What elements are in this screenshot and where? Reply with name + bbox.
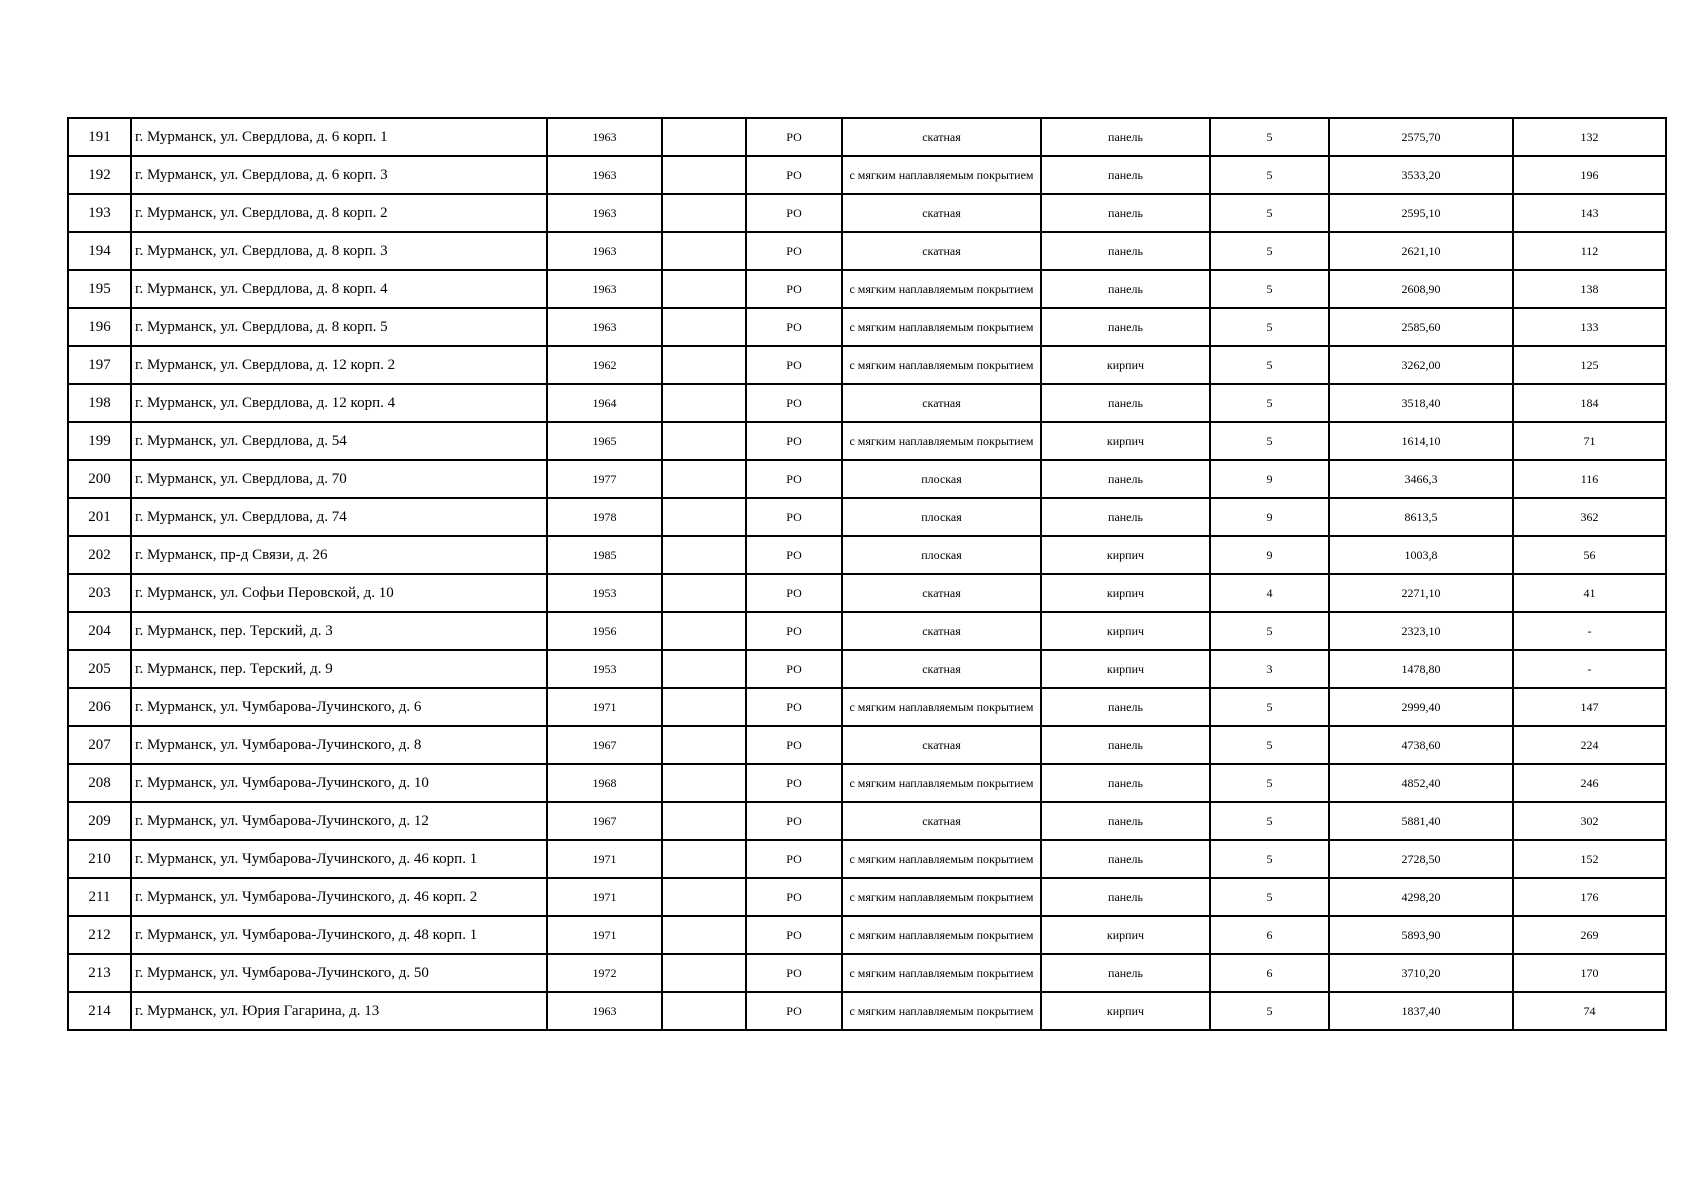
residents-cell: 184 [1513, 384, 1666, 422]
residents-cell: 269 [1513, 916, 1666, 954]
empty-cell [662, 346, 746, 384]
residents-cell: 362 [1513, 498, 1666, 536]
table-row [68, 156, 1666, 194]
floors-cell: 4 [1210, 574, 1329, 612]
build-year-cell: 1953 [547, 650, 662, 688]
build-year-cell: 1985 [547, 536, 662, 574]
area-cell: 2595,10 [1329, 194, 1513, 232]
table-row [68, 612, 1666, 650]
program-cell: РО [746, 232, 842, 270]
floors-cell: 9 [1210, 460, 1329, 498]
area-cell: 2585,60 [1329, 308, 1513, 346]
address-cell: г. Мурманск, ул. Свердлова, д. 8 корп. 4 [131, 270, 547, 308]
area-cell: 3518,40 [1329, 384, 1513, 422]
row-number-cell: 193 [68, 194, 131, 232]
program-cell: РО [746, 916, 842, 954]
floors-cell: 5 [1210, 422, 1329, 460]
program-cell: РО [746, 726, 842, 764]
program-cell: РО [746, 650, 842, 688]
area-cell: 4738,60 [1329, 726, 1513, 764]
area-cell: 4298,20 [1329, 878, 1513, 916]
empty-cell [662, 764, 746, 802]
wall-material-cell: панель [1041, 194, 1210, 232]
wall-material-cell: панель [1041, 498, 1210, 536]
empty-cell [662, 194, 746, 232]
table-row [68, 460, 1666, 498]
wall-material-cell: панель [1041, 270, 1210, 308]
roof-type-cell: с мягким наплавляемым покрытием [842, 840, 1041, 878]
program-cell: РО [746, 992, 842, 1030]
program-cell: РО [746, 384, 842, 422]
area-cell: 5881,40 [1329, 802, 1513, 840]
residents-cell: 112 [1513, 232, 1666, 270]
empty-cell [662, 992, 746, 1030]
wall-material-cell: панель [1041, 688, 1210, 726]
row-number-cell: 208 [68, 764, 131, 802]
area-cell: 1614,10 [1329, 422, 1513, 460]
residents-cell: 147 [1513, 688, 1666, 726]
program-cell: РО [746, 308, 842, 346]
empty-cell [662, 232, 746, 270]
address-cell: г. Мурманск, ул. Чумбарова-Лучинского, д. 6 [131, 688, 547, 726]
floors-cell: 9 [1210, 498, 1329, 536]
area-cell: 2999,40 [1329, 688, 1513, 726]
row-number-cell: 210 [68, 840, 131, 878]
table-row [68, 270, 1666, 308]
address-cell: г. Мурманск, ул. Свердлова, д. 8 корп. 3 [131, 232, 547, 270]
address-cell: г. Мурманск, ул. Свердлова, д. 6 корп. 3 [131, 156, 547, 194]
empty-cell [662, 460, 746, 498]
residents-cell: 132 [1513, 118, 1666, 156]
floors-cell: 5 [1210, 346, 1329, 384]
address-cell: г. Мурманск, ул. Чумбарова-Лучинского, д. 8 [131, 726, 547, 764]
build-year-cell: 1963 [547, 992, 662, 1030]
wall-material-cell: кирпич [1041, 650, 1210, 688]
area-cell: 2728,50 [1329, 840, 1513, 878]
roof-type-cell: плоская [842, 460, 1041, 498]
address-cell: г. Мурманск, ул. Свердлова, д. 12 корп. 2 [131, 346, 547, 384]
build-year-cell: 1968 [547, 764, 662, 802]
wall-material-cell: панель [1041, 232, 1210, 270]
table-row [68, 574, 1666, 612]
program-cell: РО [746, 954, 842, 992]
residents-cell: 138 [1513, 270, 1666, 308]
area-cell: 2608,90 [1329, 270, 1513, 308]
area-cell: 2575,70 [1329, 118, 1513, 156]
floors-cell: 5 [1210, 802, 1329, 840]
empty-cell [662, 688, 746, 726]
table-row [68, 650, 1666, 688]
program-cell: РО [746, 422, 842, 460]
roof-type-cell: с мягким наплавляемым покрытием [842, 308, 1041, 346]
program-cell: РО [746, 802, 842, 840]
table-row [68, 422, 1666, 460]
build-year-cell: 1956 [547, 612, 662, 650]
address-cell: г. Мурманск, ул. Свердлова, д. 8 корп. 2 [131, 194, 547, 232]
build-year-cell: 1967 [547, 726, 662, 764]
table-row [68, 992, 1666, 1030]
table-row [68, 346, 1666, 384]
empty-cell [662, 802, 746, 840]
address-cell: г. Мурманск, пер. Терский, д. 9 [131, 650, 547, 688]
housing-register-table [67, 117, 1667, 1031]
table-row [68, 726, 1666, 764]
floors-cell: 5 [1210, 232, 1329, 270]
program-cell: РО [746, 498, 842, 536]
floors-cell: 5 [1210, 194, 1329, 232]
address-cell: г. Мурманск, ул. Свердлова, д. 74 [131, 498, 547, 536]
empty-cell [662, 422, 746, 460]
row-number-cell: 196 [68, 308, 131, 346]
roof-type-cell: с мягким наплавляемым покрытием [842, 156, 1041, 194]
roof-type-cell: с мягким наплавляемым покрытием [842, 916, 1041, 954]
roof-type-cell: с мягким наплавляемым покрытием [842, 422, 1041, 460]
address-cell: г. Мурманск, ул. Свердлова, д. 6 корп. 1 [131, 118, 547, 156]
area-cell: 1003,8 [1329, 536, 1513, 574]
residents-cell: 143 [1513, 194, 1666, 232]
row-number-cell: 204 [68, 612, 131, 650]
roof-type-cell: скатная [842, 802, 1041, 840]
roof-type-cell: с мягким наплавляемым покрытием [842, 992, 1041, 1030]
empty-cell [662, 840, 746, 878]
table-row [68, 840, 1666, 878]
row-number-cell: 198 [68, 384, 131, 422]
roof-type-cell: скатная [842, 118, 1041, 156]
program-cell: РО [746, 764, 842, 802]
residents-cell: 302 [1513, 802, 1666, 840]
area-cell: 4852,40 [1329, 764, 1513, 802]
table-row [68, 308, 1666, 346]
address-cell: г. Мурманск, ул. Чумбарова-Лучинского, д. 46 корп. 2 [131, 878, 547, 916]
program-cell: РО [746, 612, 842, 650]
address-cell: г. Мурманск, ул. Чумбарова-Лучинского, д. 50 [131, 954, 547, 992]
program-cell: РО [746, 346, 842, 384]
build-year-cell: 1978 [547, 498, 662, 536]
empty-cell [662, 954, 746, 992]
table-row [68, 688, 1666, 726]
roof-type-cell: с мягким наплавляемым покрытием [842, 954, 1041, 992]
table-row [68, 194, 1666, 232]
build-year-cell: 1963 [547, 118, 662, 156]
wall-material-cell: панель [1041, 954, 1210, 992]
floors-cell: 5 [1210, 384, 1329, 422]
build-year-cell: 1963 [547, 232, 662, 270]
roof-type-cell: скатная [842, 232, 1041, 270]
wall-material-cell: кирпич [1041, 612, 1210, 650]
row-number-cell: 201 [68, 498, 131, 536]
empty-cell [662, 726, 746, 764]
address-cell: г. Мурманск, ул. Чумбарова-Лучинского, д. 46 корп. 1 [131, 840, 547, 878]
residents-cell: 116 [1513, 460, 1666, 498]
table-row [68, 232, 1666, 270]
roof-type-cell: с мягким наплавляемым покрытием [842, 270, 1041, 308]
roof-type-cell: с мягким наплавляемым покрытием [842, 764, 1041, 802]
area-cell: 3710,20 [1329, 954, 1513, 992]
program-cell: РО [746, 574, 842, 612]
wall-material-cell: панель [1041, 156, 1210, 194]
empty-cell [662, 574, 746, 612]
row-number-cell: 206 [68, 688, 131, 726]
floors-cell: 9 [1210, 536, 1329, 574]
address-cell: г. Мурманск, ул. Чумбарова-Лучинского, д. 10 [131, 764, 547, 802]
address-cell: г. Мурманск, ул. Свердлова, д. 12 корп. 4 [131, 384, 547, 422]
area-cell: 3262,00 [1329, 346, 1513, 384]
roof-type-cell: скатная [842, 384, 1041, 422]
address-cell: г. Мурманск, пер. Терский, д. 3 [131, 612, 547, 650]
area-cell: 8613,5 [1329, 498, 1513, 536]
wall-material-cell: панель [1041, 308, 1210, 346]
build-year-cell: 1971 [547, 916, 662, 954]
wall-material-cell: панель [1041, 118, 1210, 156]
row-number-cell: 197 [68, 346, 131, 384]
empty-cell [662, 156, 746, 194]
residents-cell: 56 [1513, 536, 1666, 574]
floors-cell: 5 [1210, 308, 1329, 346]
roof-type-cell: плоская [842, 498, 1041, 536]
build-year-cell: 1972 [547, 954, 662, 992]
wall-material-cell: панель [1041, 764, 1210, 802]
area-cell: 2271,10 [1329, 574, 1513, 612]
empty-cell [662, 612, 746, 650]
empty-cell [662, 270, 746, 308]
wall-material-cell: панель [1041, 460, 1210, 498]
empty-cell [662, 650, 746, 688]
floors-cell: 6 [1210, 954, 1329, 992]
table-row [68, 536, 1666, 574]
residents-cell: 71 [1513, 422, 1666, 460]
address-cell: г. Мурманск, ул. Свердлова, д. 70 [131, 460, 547, 498]
wall-material-cell: панель [1041, 726, 1210, 764]
table-row [68, 916, 1666, 954]
program-cell: РО [746, 688, 842, 726]
wall-material-cell: панель [1041, 878, 1210, 916]
residents-cell: 133 [1513, 308, 1666, 346]
residents-cell: - [1513, 612, 1666, 650]
floors-cell: 5 [1210, 992, 1329, 1030]
program-cell: РО [746, 840, 842, 878]
empty-cell [662, 536, 746, 574]
residents-cell: 125 [1513, 346, 1666, 384]
program-cell: РО [746, 156, 842, 194]
table-row [68, 954, 1666, 992]
area-cell: 3466,3 [1329, 460, 1513, 498]
empty-cell [662, 498, 746, 536]
roof-type-cell: скатная [842, 726, 1041, 764]
wall-material-cell: кирпич [1041, 992, 1210, 1030]
table-row [68, 878, 1666, 916]
floors-cell: 5 [1210, 118, 1329, 156]
wall-material-cell: кирпич [1041, 574, 1210, 612]
floors-cell: 5 [1210, 878, 1329, 916]
roof-type-cell: скатная [842, 194, 1041, 232]
floors-cell: 5 [1210, 688, 1329, 726]
wall-material-cell: панель [1041, 384, 1210, 422]
table-row [68, 384, 1666, 422]
build-year-cell: 1953 [547, 574, 662, 612]
residents-cell: 41 [1513, 574, 1666, 612]
area-cell: 1837,40 [1329, 992, 1513, 1030]
area-cell: 3533,20 [1329, 156, 1513, 194]
empty-cell [662, 878, 746, 916]
table-body [68, 118, 1666, 1030]
residents-cell: 170 [1513, 954, 1666, 992]
empty-cell [662, 916, 746, 954]
area-cell: 5893,90 [1329, 916, 1513, 954]
row-number-cell: 200 [68, 460, 131, 498]
roof-type-cell: скатная [842, 574, 1041, 612]
wall-material-cell: кирпич [1041, 916, 1210, 954]
row-number-cell: 199 [68, 422, 131, 460]
residents-cell: 246 [1513, 764, 1666, 802]
program-cell: РО [746, 878, 842, 916]
row-number-cell: 213 [68, 954, 131, 992]
floors-cell: 5 [1210, 764, 1329, 802]
program-cell: РО [746, 194, 842, 232]
roof-type-cell: с мягким наплавляемым покрытием [842, 346, 1041, 384]
table-row [68, 802, 1666, 840]
empty-cell [662, 308, 746, 346]
address-cell: г. Мурманск, ул. Свердлова, д. 8 корп. 5 [131, 308, 547, 346]
wall-material-cell: кирпич [1041, 536, 1210, 574]
program-cell: РО [746, 460, 842, 498]
program-cell: РО [746, 270, 842, 308]
floors-cell: 5 [1210, 270, 1329, 308]
roof-type-cell: плоская [842, 536, 1041, 574]
row-number-cell: 207 [68, 726, 131, 764]
address-cell: г. Мурманск, ул. Чумбарова-Лучинского, д. 12 [131, 802, 547, 840]
residents-cell: 196 [1513, 156, 1666, 194]
roof-type-cell: с мягким наплавляемым покрытием [842, 688, 1041, 726]
empty-cell [662, 384, 746, 422]
row-number-cell: 195 [68, 270, 131, 308]
roof-type-cell: скатная [842, 612, 1041, 650]
empty-cell [662, 118, 746, 156]
table-row [68, 764, 1666, 802]
floors-cell: 5 [1210, 612, 1329, 650]
table-row [68, 498, 1666, 536]
wall-material-cell: панель [1041, 840, 1210, 878]
row-number-cell: 202 [68, 536, 131, 574]
build-year-cell: 1977 [547, 460, 662, 498]
address-cell: г. Мурманск, ул. Свердлова, д. 54 [131, 422, 547, 460]
address-cell: г. Мурманск, ул. Юрия Гагарина, д. 13 [131, 992, 547, 1030]
residents-cell: 176 [1513, 878, 1666, 916]
address-cell: г. Мурманск, пр-д Связи, д. 26 [131, 536, 547, 574]
build-year-cell: 1963 [547, 270, 662, 308]
floors-cell: 6 [1210, 916, 1329, 954]
residents-cell: 152 [1513, 840, 1666, 878]
build-year-cell: 1963 [547, 194, 662, 232]
row-number-cell: 203 [68, 574, 131, 612]
area-cell: 2323,10 [1329, 612, 1513, 650]
build-year-cell: 1971 [547, 840, 662, 878]
residents-cell: - [1513, 650, 1666, 688]
row-number-cell: 209 [68, 802, 131, 840]
build-year-cell: 1971 [547, 688, 662, 726]
floors-cell: 5 [1210, 156, 1329, 194]
build-year-cell: 1963 [547, 308, 662, 346]
wall-material-cell: кирпич [1041, 346, 1210, 384]
residents-cell: 74 [1513, 992, 1666, 1030]
row-number-cell: 205 [68, 650, 131, 688]
row-number-cell: 194 [68, 232, 131, 270]
program-cell: РО [746, 118, 842, 156]
build-year-cell: 1964 [547, 384, 662, 422]
address-cell: г. Мурманск, ул. Софьи Перовской, д. 10 [131, 574, 547, 612]
table-row [68, 118, 1666, 156]
address-cell: г. Мурманск, ул. Чумбарова-Лучинского, д. 48 корп. 1 [131, 916, 547, 954]
roof-type-cell: с мягким наплавляемым покрытием [842, 878, 1041, 916]
build-year-cell: 1963 [547, 156, 662, 194]
area-cell: 2621,10 [1329, 232, 1513, 270]
row-number-cell: 214 [68, 992, 131, 1030]
row-number-cell: 211 [68, 878, 131, 916]
floors-cell: 3 [1210, 650, 1329, 688]
build-year-cell: 1971 [547, 878, 662, 916]
roof-type-cell: скатная [842, 650, 1041, 688]
residents-cell: 224 [1513, 726, 1666, 764]
row-number-cell: 212 [68, 916, 131, 954]
row-number-cell: 191 [68, 118, 131, 156]
floors-cell: 5 [1210, 726, 1329, 764]
wall-material-cell: кирпич [1041, 422, 1210, 460]
floors-cell: 5 [1210, 840, 1329, 878]
row-number-cell: 192 [68, 156, 131, 194]
area-cell: 1478,80 [1329, 650, 1513, 688]
wall-material-cell: панель [1041, 802, 1210, 840]
build-year-cell: 1967 [547, 802, 662, 840]
build-year-cell: 1965 [547, 422, 662, 460]
program-cell: РО [746, 536, 842, 574]
build-year-cell: 1962 [547, 346, 662, 384]
